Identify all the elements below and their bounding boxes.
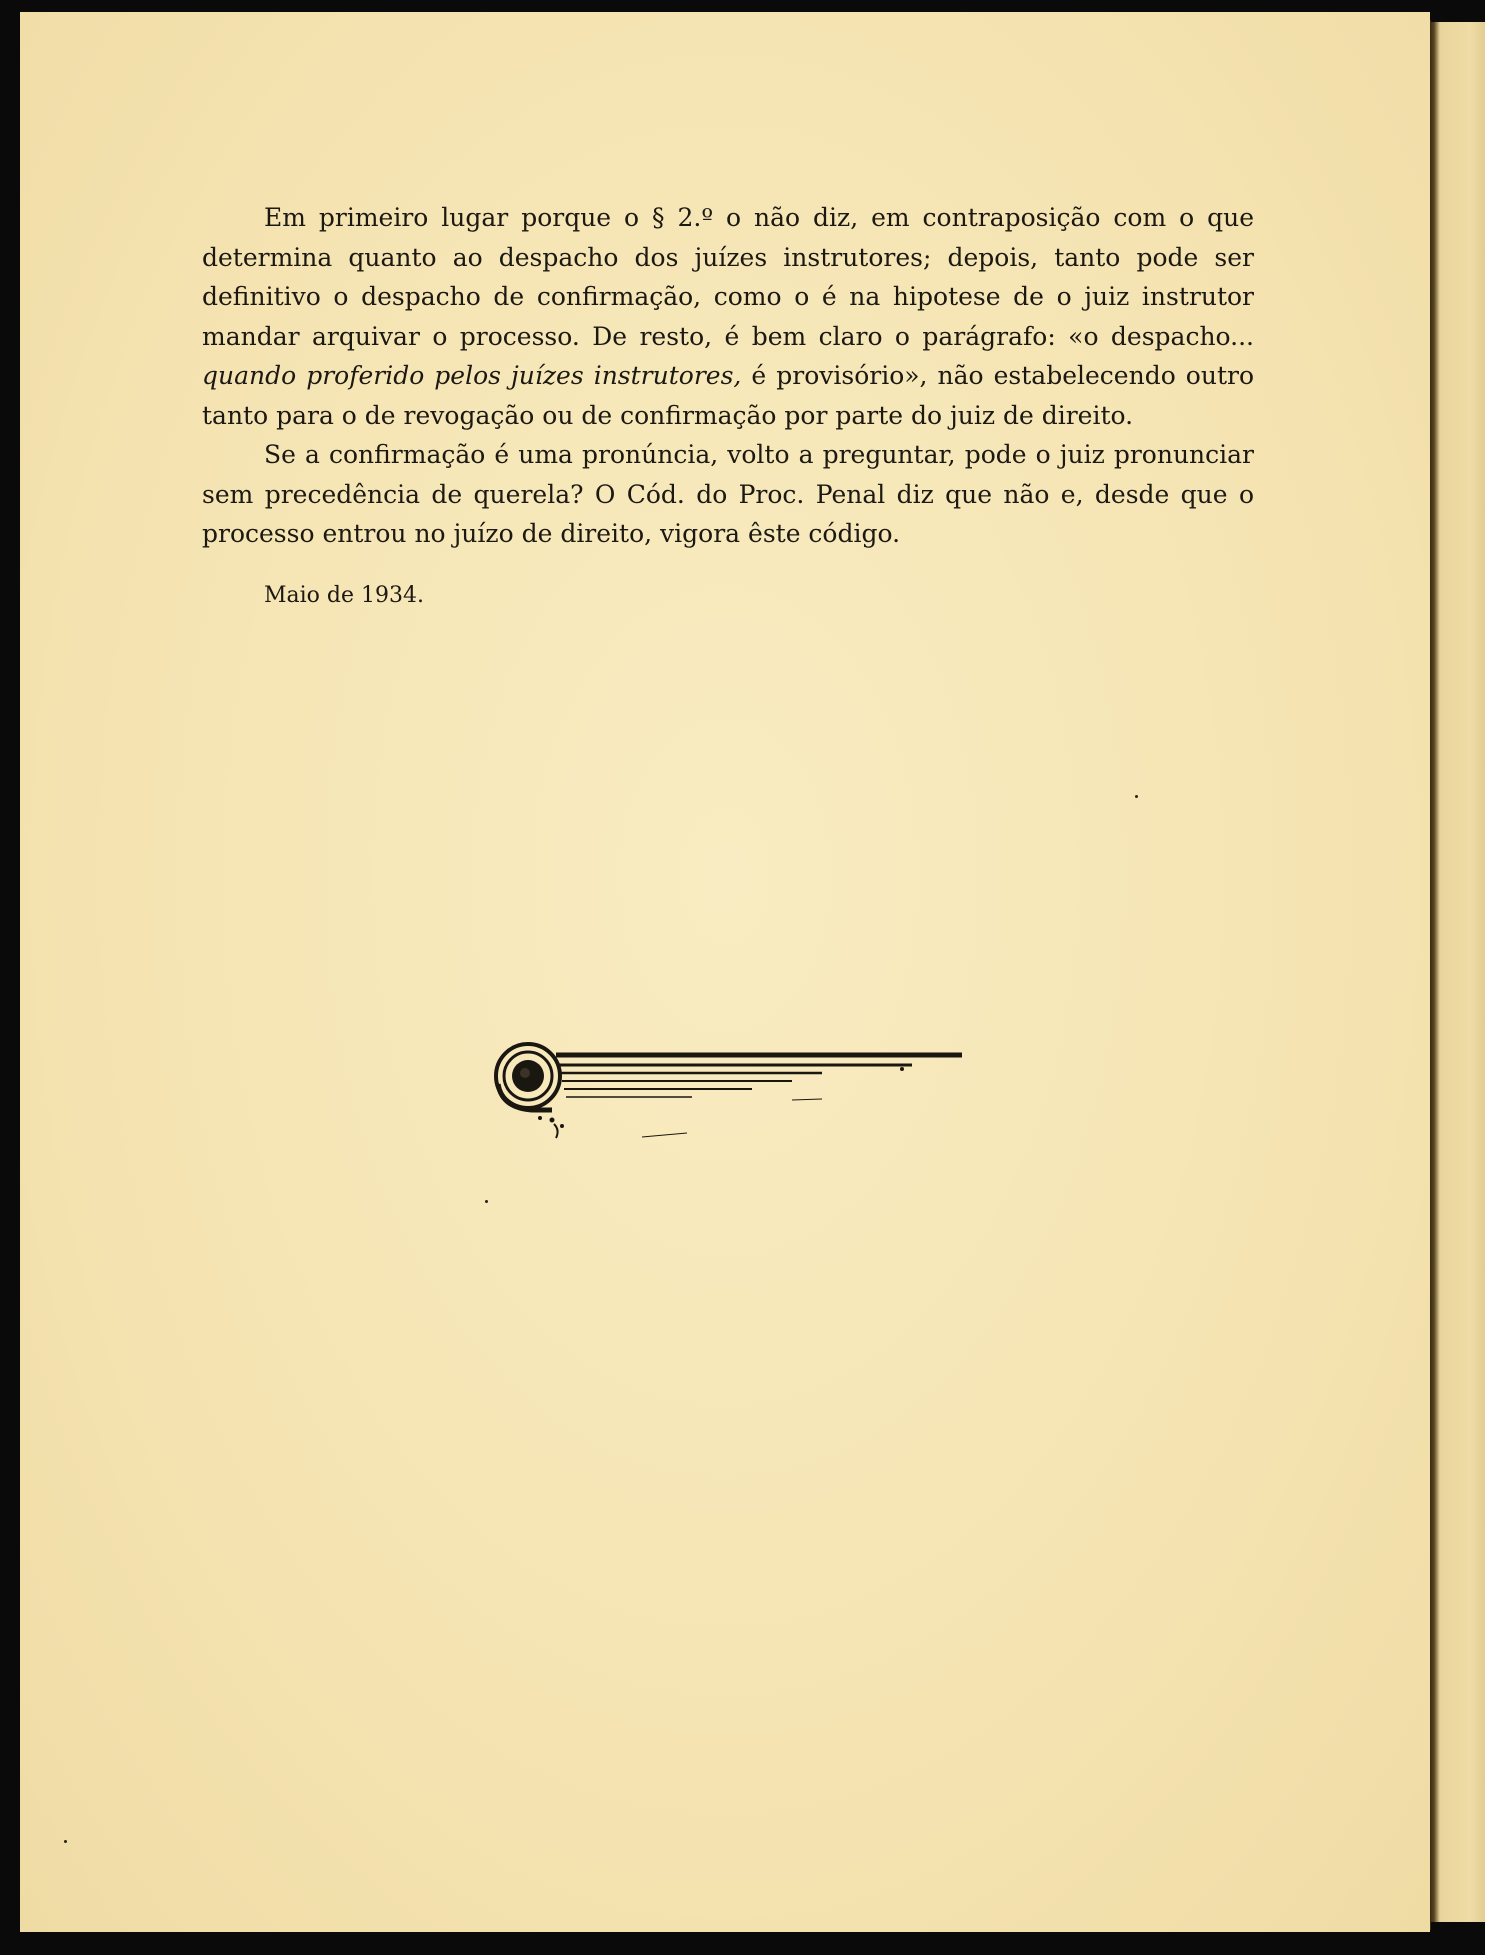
paper-speck [64,1840,67,1843]
winged-circle-tailpiece-icon [492,1040,967,1150]
next-page-edge [1430,22,1485,1922]
paper-speck [485,1200,488,1203]
paragraph-1-italic-quote: quando proferido pelos juízes instrutores, [202,361,742,390]
paragraph-1-start: Em primeiro lugar porque o § 2.º o não diz, em contraposição com o que determina quanto ao despacho dos juízes instrutores; depois, tanto pode ser definitivo o despacho de confirmação, como o é na hipotese de o juiz instrutor mandar arquivar o processo. De resto, é bem claro o parágrafo: «o despacho... [202,203,1254,351]
body-text [202,198,1254,615]
date-line: Maio de 1934. [264,582,424,608]
paragraph-1 [202,198,1254,435]
paper-speck [1135,795,1138,798]
paragraph-2: Se a confirmação é uma pronúncia, volto a preguntar, pode o juiz pronunciar sem precedência de querela? O Cód. do Proc. Penal diz que não e, desde que o processo entrou no juízo de direito, vigora êste código. [202,440,1254,548]
paragraph-1-end: é provisório», não estabelecendo outro tanto para o de revogação ou de confirmação por parte do juiz de direito. [202,361,1254,430]
